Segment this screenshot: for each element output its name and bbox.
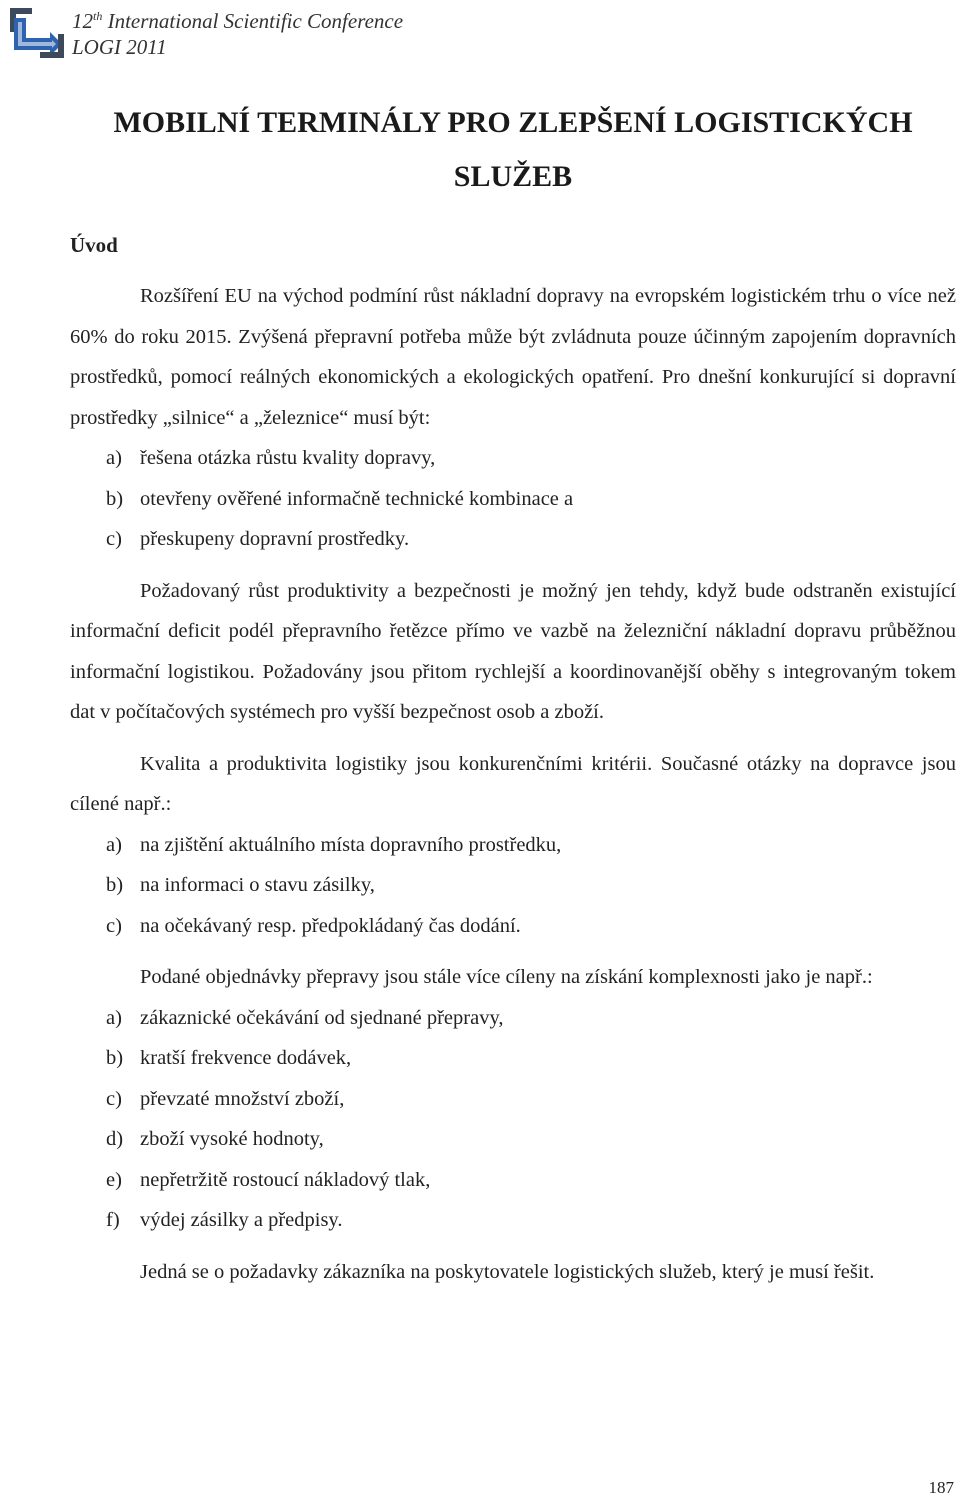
list-marker: b)	[106, 487, 124, 510]
list-marker: a)	[106, 447, 122, 469]
list-item: f) výdej zásilky a předpisy.	[70, 1200, 956, 1241]
list-marker: c)	[106, 1087, 122, 1110]
list-2	[70, 825, 956, 947]
list-item: e) nepřetržitě rostoucí nákladový tlak,	[70, 1160, 956, 1201]
list-marker: d)	[106, 1128, 124, 1150]
body-text	[70, 276, 956, 1292]
list-item: d) zboží vysoké hodnoty,	[70, 1119, 956, 1160]
paper-title-line-2: SLUŽEB	[453, 160, 573, 193]
paragraph-1: Rozšíření EU na východ podmíní růst nákladní dopravy na evropském logistickém trhu o více než 60% do roku 2015. Zvýšená přepravní potřeba může být zvládnuta pouze účinným zapojením dopravních prostředků, pomocí reálných ekonomických a ekologických opatření. Pro dnešní konkurující si dopravní prostředky „silnice“ a „železnice“ musí být:	[70, 285, 956, 429]
paragraph-3: Kvalita a produktivita logistiky jsou konkurenčními kritérii. Současné otázky na dopravce jsou cílené např.:	[70, 752, 956, 815]
list-marker: a)	[106, 833, 122, 856]
list-3	[70, 998, 956, 1241]
list-marker: b)	[106, 1047, 124, 1069]
paper-title	[70, 96, 956, 204]
conference-name: 12th International Scientific Conference LOGI 2011	[72, 9, 404, 59]
list-item: c) na očekávaný resp. předpokládaný čas dodání.	[70, 906, 956, 947]
list-item: a) řešena otázka růstu kvality dopravy,	[70, 438, 956, 479]
list-marker: f)	[106, 1209, 120, 1231]
paragraph-2: Požadovaný růst produktivity a bezpečnosti je možný jen tehdy, když bude odstraněn existující informační deficit podél přepravního řetězce přímo ve vazbě na železniční nákladní dopravu průběžnou informační logistikou. Požadovány jsou přitom rychlejší a koordinovanější oběhy s integrovaným tokem dat v počítačových systémech pro vyšší bezpečnost osob a zboží.	[70, 579, 956, 723]
list-item: b) otevřeny ověřené informačně technické kombinace a	[70, 479, 956, 520]
list-item: a) na zjištění aktuálního místa dopravního prostředku,	[70, 825, 956, 866]
paragraph-5: Jedná se o požadavky zákazníka na poskytovatele logistických služeb, který je musí řešit.	[140, 1260, 875, 1283]
list-item: c) přeskupeny dopravní prostředky.	[70, 519, 956, 560]
list-marker: a)	[106, 1006, 122, 1029]
list-marker: c)	[106, 914, 122, 937]
paper-title-line-1: MOBILNÍ TERMINÁLY PRO ZLEPŠENÍ LOGISTICKÝCH	[113, 106, 913, 139]
page-number: 187	[928, 1478, 954, 1497]
list-marker: b)	[106, 874, 124, 896]
paragraph-4: Podané objednávky přepravy jsou stále více cíleny na získání komplexnosti jako je např.:	[140, 966, 873, 988]
list-item: b) na informaci o stavu zásilky,	[70, 865, 956, 906]
list-1	[70, 438, 956, 560]
conference-logo-icon	[6, 4, 68, 64]
list-item: b) kratší frekvence dodávek,	[70, 1038, 956, 1079]
list-marker: c)	[106, 528, 122, 550]
list-item: c) převzaté množství zboží,	[70, 1079, 956, 1120]
list-marker: e)	[106, 1168, 122, 1191]
conference-header	[6, 4, 506, 66]
list-item: a) zákaznické očekávání od sjednané přepravy,	[70, 998, 956, 1039]
section-heading: Úvod	[70, 233, 118, 257]
